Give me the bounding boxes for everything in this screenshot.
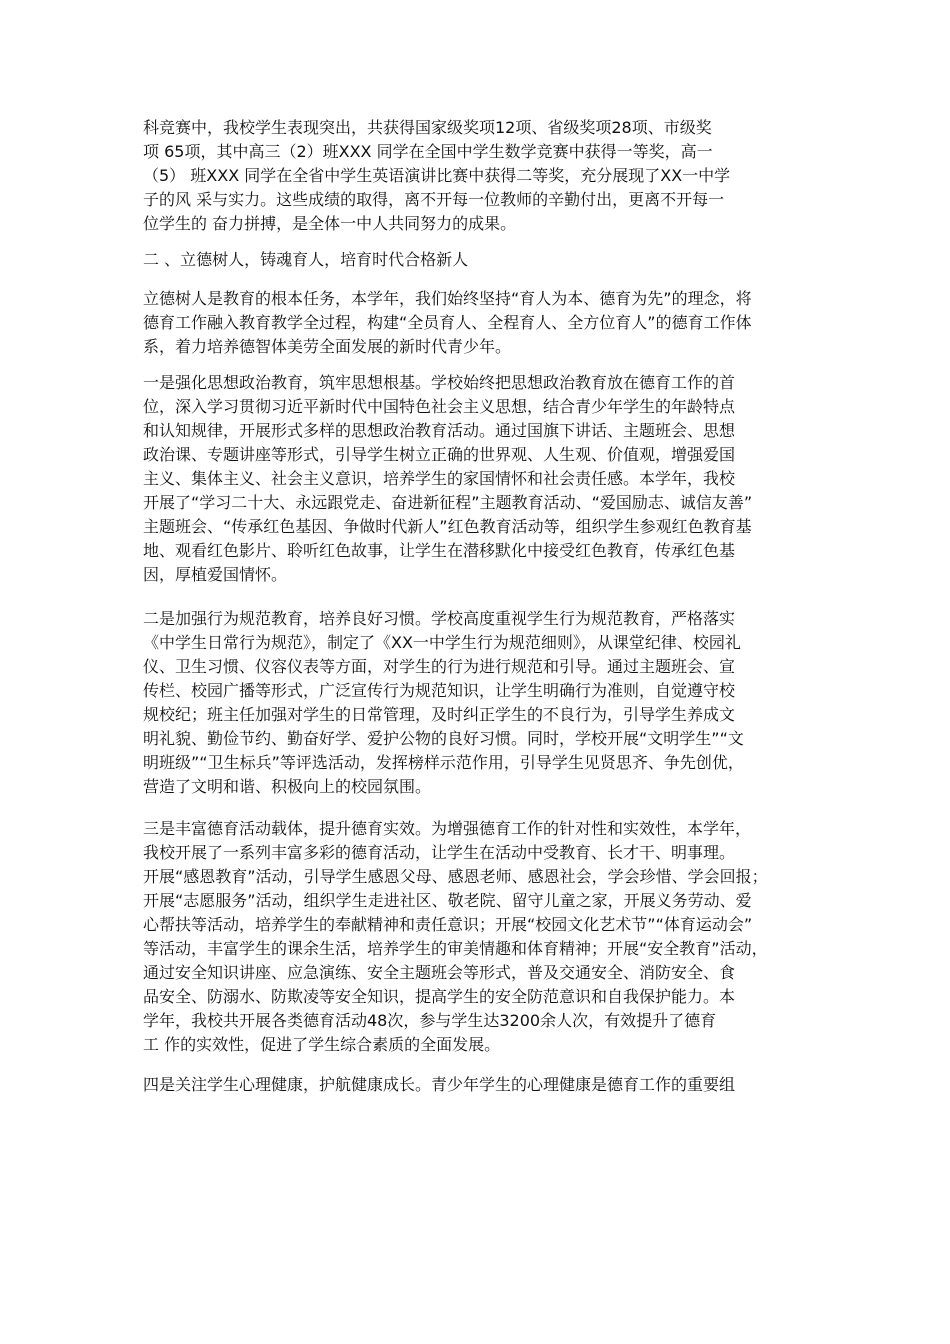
text-line: 明班级”“卫生标兵”等评选活动，发挥榜样示范作用，引导学生见贤思齐、争先创优， — [143, 753, 744, 772]
text-line: 德育工作融入教育教学全过程，构建“全员育人、全程育人、全方位育人”的德育工作体 — [143, 313, 752, 332]
text-line: 子的风 采与实力。这些成绩的取得，离不开每一位教师的辛勤付出，更离不开每一 — [143, 190, 725, 209]
text-line: 四是关注学生心理健康，护航健康成长。青少年学生的心理健康是德育工作的重要组 — [143, 1075, 736, 1094]
text-line: 规校纪；班主任加强对学生的日常管理，及时纠正学生的不良行为，引导学生养成文 — [143, 705, 736, 724]
text-line: 传栏、校园广播等形式，广泛宣传行为规范知识，让学生明确行为准则，自觉遵守校 — [143, 681, 736, 700]
text-line: 政治课、专题讲座等形式，引导学生树立正确的世界观、人生观、价值观，增强爱国 — [143, 445, 736, 464]
text-line: 位学生的 奋力拼搏，是全体一中人共同努力的成果。 — [143, 214, 517, 233]
text-line: 地、观看红色影片、聆听红色故事，让学生在潜移默化中接受红色教育，传承红色基 — [143, 541, 736, 560]
text-line: 和认知规律，开展形式多样的思想政治教育活动。通过国旗下讲话、主题班会、思想 — [143, 421, 736, 440]
text-line: 品安全、防溺水、防欺凌等安全知识，提高学生的安全防范意识和自我保护能力。本 — [143, 987, 736, 1006]
text-line: 工 作的实效性，促进了学生综合素质的全面发展。 — [143, 1035, 501, 1054]
paragraph-competition-results — [143, 116, 823, 236]
text-line: 项 65项，其中高三（2）班XXX 同学在全国中学生数学竞赛中获得一等奖，高一 — [143, 142, 713, 161]
text-line: 立德树人是教育的根本任务，本学年，我们始终坚持“育人为本、德育为先”的理念，将 — [143, 289, 752, 308]
text-line: 系，着力培养德智体美劳全面发展的新时代青少年。 — [143, 337, 512, 356]
text-line: 通过安全知识讲座、应急演练、安全主题班会等形式，普及交通安全、消防安全、食 — [143, 963, 736, 982]
text-line: 等活动，丰富学生的课余生活，培养学生的审美情趣和体育精神；开展“安全教育”活动， — [143, 939, 768, 958]
section-heading: 二 、立德树人，铸魂育人，培育时代合格新人 — [143, 250, 469, 269]
text-line: 二是加强行为规范教育，培养良好习惯。学校高度重视学生行为规范教育，严格落实 — [143, 609, 736, 628]
text-line: 位，深入学习贯彻习近平新时代中国特色社会主义思想，结合青少年学生的年龄特点 — [143, 397, 736, 416]
text-line: （5） 班XXX 同学在全省中学生英语演讲比赛中获得二等奖，充分展现了XX一中学 — [143, 166, 731, 185]
text-line: 营造了文明和谐、积极向上的校园氛围。 — [143, 777, 432, 796]
text-line: 开展了“学习二十大、永远跟党走、奋进新征程”主题教育活动、“爱国励志、诚信友善” — [143, 493, 753, 512]
text-line: 一是强化思想政治教育，筑牢思想根基。学校始终把思想政治教育放在德育工作的首 — [143, 373, 736, 392]
text-line: 学年，我校共开展各类德育活动48次，参与学生达3200余人次，有效提升了德育 — [143, 1011, 717, 1030]
text-line: 仪、卫生习惯、仪容仪表等方面，对学生的行为进行规范和引导。通过主题班会、宣 — [143, 657, 736, 676]
text-line: 开展“感恩教育”活动，引导学生感恩父母、感恩老师、感恩社会，学会珍惜、学会回报； — [143, 867, 768, 886]
text-line: 开展“志愿服务”活动，组织学生走进社区、敬老院、留守儿童之家，开展义务劳动、爱 — [143, 891, 752, 910]
paragraph-political-education — [143, 371, 823, 587]
text-line: 主题班会、“传承红色基因、争做时代新人”红色教育活动等，组织学生参观红色教育基 — [143, 517, 752, 536]
paragraph-mental-health — [143, 1073, 823, 1097]
text-line: 明礼貌、勤俭节约、勤奋好学、爱护公物的良好习惯。同时，学校开展“文明学生”“文 — [143, 729, 744, 748]
text-line: 心帮扶等活动，培养学生的奉献精神和责任意识；开展“校园文化艺术节”“体育运动会” — [143, 915, 753, 934]
text-line: 我校开展了一系列丰富多彩的德育活动，让学生在活动中受教育、长才干、明事理。 — [143, 843, 736, 862]
text-line: 因，厚植爱国情怀。 — [143, 565, 288, 584]
paragraph-moral-activities — [143, 817, 823, 1057]
text-line: 科竞赛中，我校学生表现突出，共获得国家级奖项12项、省级奖项28项、市级奖 — [143, 118, 712, 137]
paragraph-behavior-norms — [143, 607, 823, 799]
paragraph-moral-education-intro — [143, 287, 823, 359]
text-line: 《中学生日常行为规范》，制定了《XX一中学生行为规范细则》，从课堂纪律、校园礼 — [143, 633, 741, 652]
text-line: 主义、集体主义、社会主义意识，培养学生的家国情怀和社会责任感。本学年，我校 — [143, 469, 736, 488]
text-line: 三是丰富德育活动载体，提升德育实效。为增强德育工作的针对性和实效性，本学年， — [143, 819, 752, 838]
